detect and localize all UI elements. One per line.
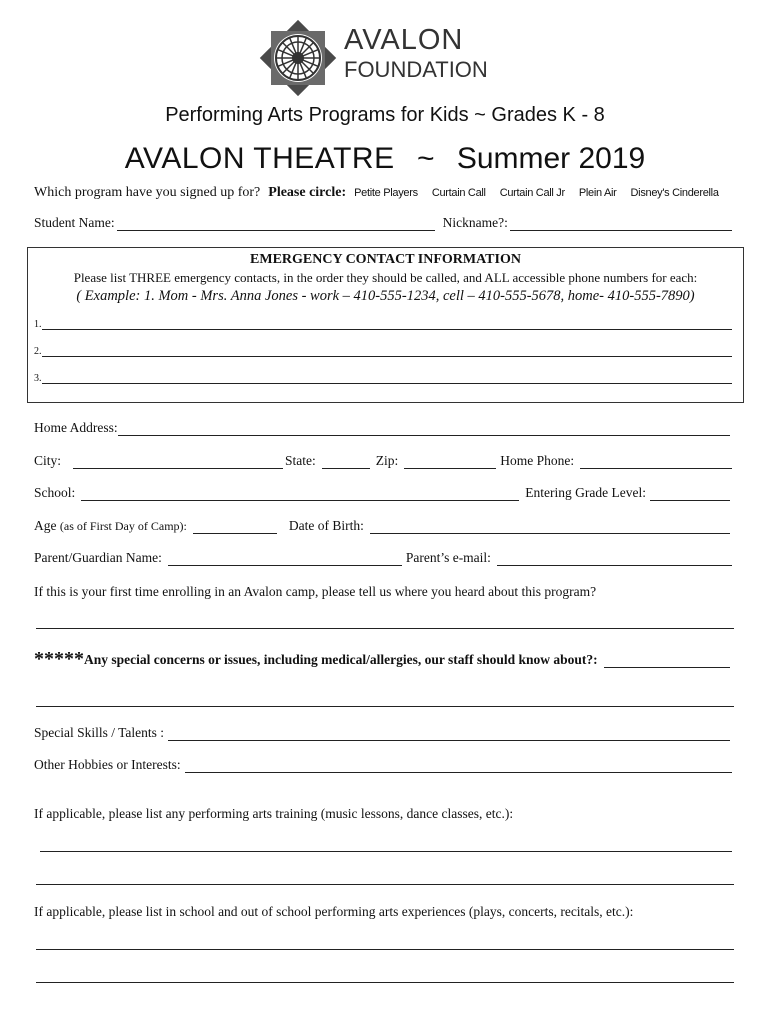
dob-field[interactable]: [370, 522, 730, 534]
home-phone-label: Home Phone:: [500, 453, 575, 468]
city-field[interactable]: [73, 457, 283, 469]
hobbies-row: [34, 757, 734, 773]
program-option-curtain-call-jr[interactable]: Curtain Call Jr: [499, 187, 565, 199]
title-main: AVALON THEATRE: [124, 142, 395, 175]
subtitle: Performing Arts Programs for Kids ~ Grades K - 8: [165, 104, 605, 126]
emergency-contact-1: [34, 318, 734, 330]
city-label: City:: [34, 453, 62, 468]
emergency-contact-2: [34, 345, 734, 357]
student-row: [34, 215, 734, 231]
emergency-instructions: Please list THREE emergency contacts, in the order they should be called, and ALL accessible phone numbers for each:: [73, 270, 698, 285]
logo-line1: AVALON: [344, 24, 464, 56]
concerns-field[interactable]: [604, 656, 730, 668]
dob-label: Date of Birth:: [288, 518, 364, 533]
logo: [256, 16, 516, 100]
home-address-field[interactable]: [118, 424, 730, 436]
contact-2-field[interactable]: [42, 345, 733, 357]
parent-email-label: Parent’s e-mail:: [405, 550, 491, 565]
home-address-row: [34, 420, 732, 436]
zip-label: Zip:: [375, 453, 399, 468]
avalon-wheel-icon: [256, 16, 340, 100]
student-name-field[interactable]: [117, 219, 435, 231]
emergency-box: [27, 247, 744, 403]
concerns-answer-line[interactable]: [36, 695, 734, 707]
skills-field[interactable]: [168, 729, 730, 741]
concerns-label: Any special concerns or issues, including medical/allergies, our staff should know about?:: [84, 652, 598, 667]
logo-line2: FOUNDATION: [344, 57, 488, 82]
contact-number: 3.: [34, 373, 42, 384]
home-phone-field[interactable]: [580, 457, 732, 469]
student-name-label: Student Name:: [34, 215, 115, 230]
nickname-label: Nickname?:: [442, 215, 508, 230]
skills-label: Special Skills / Talents :: [34, 725, 165, 740]
state-field[interactable]: [322, 457, 370, 469]
skills-row: [34, 725, 732, 741]
training-question: If applicable, please list any performing arts training (music lessons, dance classes, etc.):: [34, 806, 514, 821]
city-row: [34, 453, 734, 469]
program-option-curtain-call[interactable]: Curtain Call: [431, 187, 486, 199]
experiences-question: If applicable, please list in school and out of school performing arts experiences (plays, concerts, recitals, etc.):: [34, 904, 634, 919]
age-label: Age (as of First Day of Camp):: [34, 518, 187, 533]
age-row: [34, 518, 732, 534]
title-season: Summer 2019: [456, 142, 646, 175]
experiences-answer-line-2[interactable]: [36, 971, 734, 983]
experiences-answer-line-1[interactable]: [36, 938, 734, 950]
hobbies-label: Other Hobbies or Interests:: [34, 757, 181, 772]
training-answer-line-1[interactable]: [40, 840, 732, 852]
program-option-cinderella[interactable]: Disney's Cinderella: [630, 187, 719, 199]
first-time-answer-line[interactable]: [36, 617, 734, 629]
school-row: [34, 485, 732, 501]
nickname-field[interactable]: [510, 219, 732, 231]
title-separator: ~: [416, 142, 435, 175]
program-question: Which program have you signed up for?: [34, 185, 261, 200]
grade-label: Entering Grade Level:: [525, 485, 646, 500]
program-row: [34, 183, 742, 201]
school-field[interactable]: [81, 489, 519, 501]
stars: *****: [34, 648, 84, 670]
grade-field[interactable]: [650, 489, 730, 501]
concerns-row: [34, 650, 732, 668]
program-option-petite-players[interactable]: Petite Players: [354, 187, 418, 199]
please-circle-label: Please circle:: [268, 185, 347, 200]
contact-number: 2.: [34, 346, 42, 357]
parent-email-field[interactable]: [497, 554, 732, 566]
first-time-question: If this is your first time enrolling in an Avalon camp, please tell us where you heard about this program?: [34, 584, 597, 599]
parent-row: [34, 550, 734, 566]
page-title: [0, 142, 770, 176]
zip-field[interactable]: [404, 457, 496, 469]
state-label: State:: [285, 453, 316, 468]
emergency-example: ( Example: 1. Mom - Mrs. Anna Jones - work – 410-555-1234, cell – 410-555-5678, home- 410-555-7890): [76, 288, 695, 304]
age-field[interactable]: [193, 522, 277, 534]
contact-3-field[interactable]: [42, 372, 733, 384]
emergency-contact-3: [34, 372, 734, 384]
emergency-heading: EMERGENCY CONTACT INFORMATION: [250, 252, 521, 267]
home-address-label: Home Address:: [34, 420, 118, 435]
school-label: School:: [34, 485, 76, 500]
parent-name-label: Parent/Guardian Name:: [34, 550, 162, 565]
contact-1-field[interactable]: [42, 318, 733, 330]
hobbies-field[interactable]: [185, 761, 732, 773]
contact-number: 1.: [34, 319, 42, 330]
parent-name-field[interactable]: [168, 554, 402, 566]
training-answer-line-2[interactable]: [36, 873, 734, 885]
program-option-plein-air[interactable]: Plein Air: [578, 187, 617, 199]
